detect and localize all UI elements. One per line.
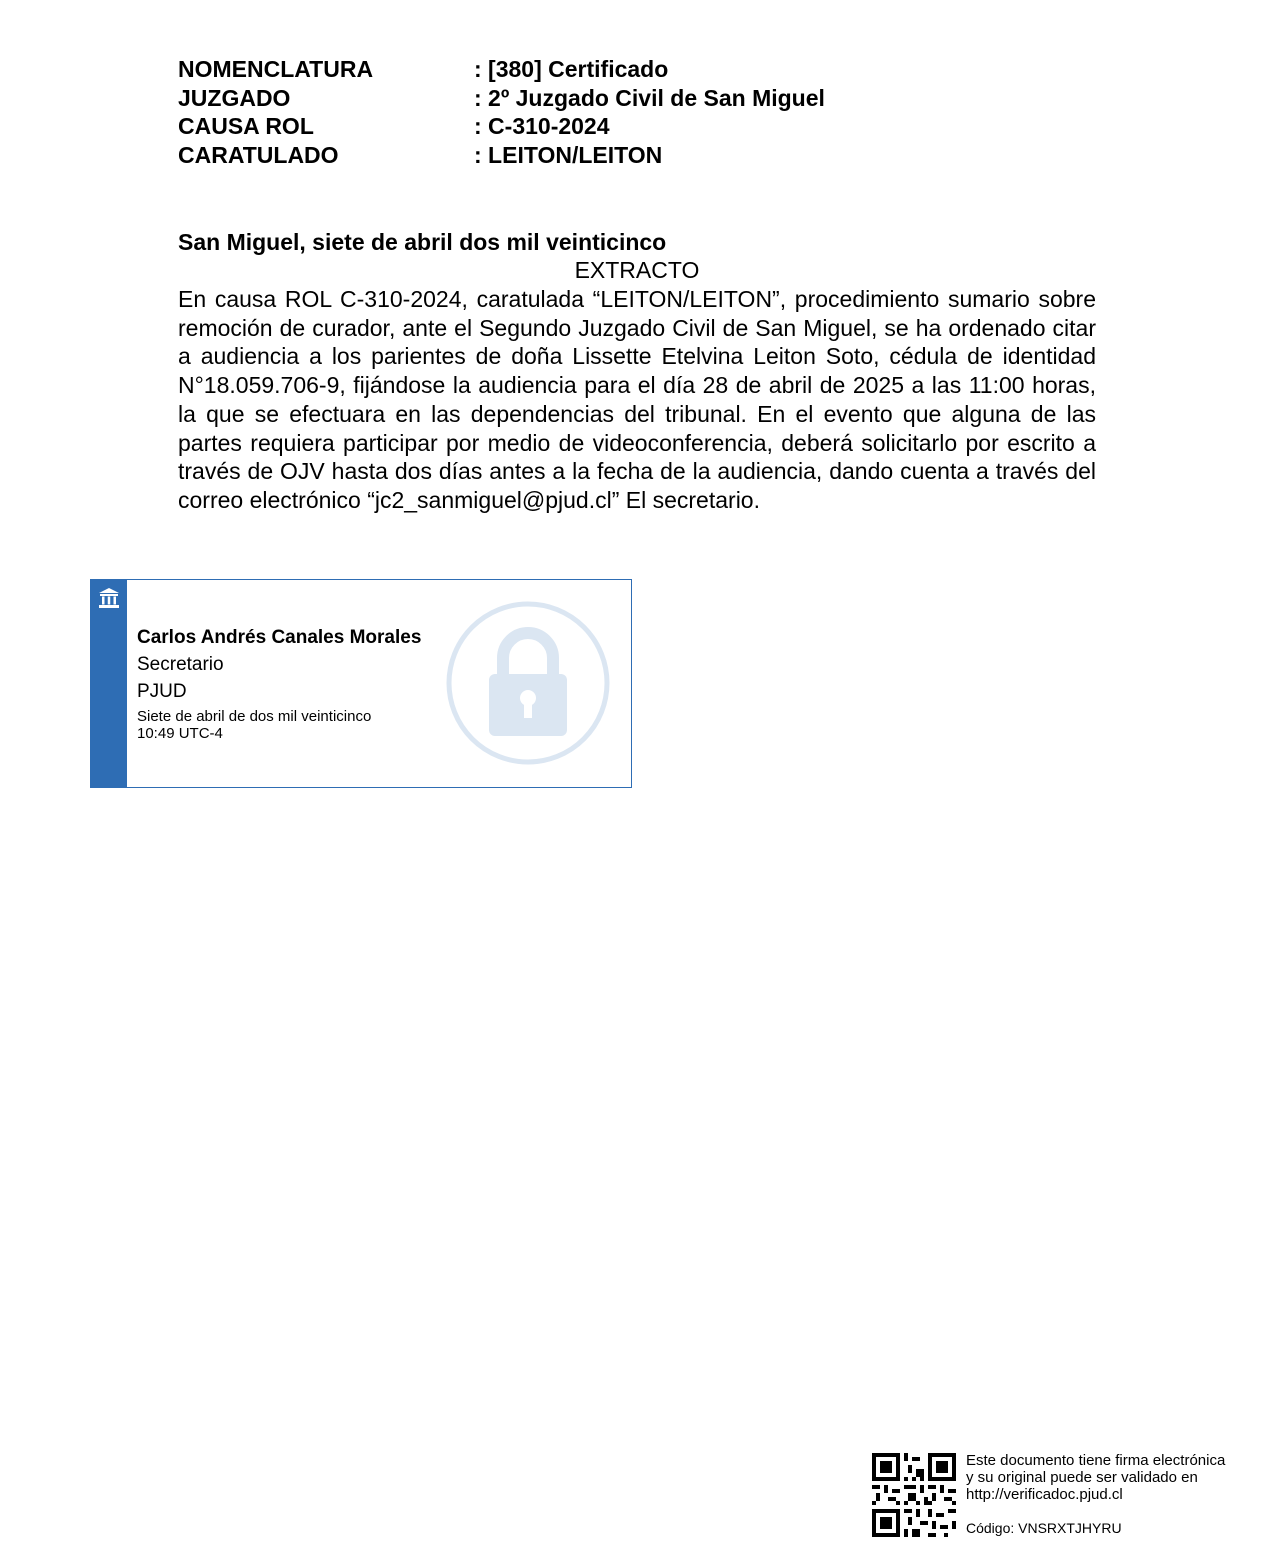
qr-code-icon[interactable]: [872, 1453, 956, 1537]
header-value: : [380] Certificado: [474, 56, 669, 82]
header-label: NOMENCLATURA: [178, 56, 374, 82]
header-row-causa-rol: [178, 112, 825, 141]
verification-line: Este documento tiene firma electrónica: [966, 1452, 1226, 1469]
extract-body: En causa ROL C-310-2024, caratulada “LEITON/LEITON”, procedimiento sumario sobre remoción de curador, ante el Segundo Juzgado Civil de San Miguel, se ha ordenado citar a audiencia a los parientes de doña Lissette Etelvina Leiton Soto, cédula de identidad N°18.059.706-9, fijándose la audiencia para el día 28 de abril de 2025 a las 11:00 horas, la que se efectuara en las dependencias del tribunal. En el evento que alguna de las partes requiera participar por medio de videoconferencia, deberá solicitarlo por escrito a través de OJV hasta dos días antes a la fecha de la audiencia, dando cuenta a través del correo electrónico “jc2_sanmiguel@pjud.cl” El secretario.: [178, 286, 1096, 513]
case-header: [178, 55, 825, 169]
header-label: CARATULADO: [178, 141, 339, 168]
verification-notice: [966, 1452, 1254, 1503]
signature-date: Siete de abril de dos mil veinticinco: [137, 708, 372, 725]
verification-code: Código: VNSRXTJHYRU: [966, 1520, 1122, 1536]
header-label: CAUSA ROL: [178, 113, 314, 140]
date-line: San Miguel, siete de abril dos mil veinticinco: [178, 229, 667, 255]
signature-accent-bar: [91, 580, 127, 787]
verification-url[interactable]: http://verificadoc.pjud.cl: [966, 1486, 1123, 1503]
header-row-caratulado: [178, 141, 825, 170]
signer-name: Carlos Andrés Canales Morales: [137, 627, 422, 648]
extract-title: EXTRACTO: [574, 257, 700, 283]
courthouse-icon: [97, 586, 121, 610]
verification-line: y su original puede ser validado en: [966, 1469, 1198, 1486]
header-row-nomenclatura: [178, 55, 825, 84]
header-value: : LEITON/LEITON: [474, 141, 663, 168]
header-value: : C-310-2024: [474, 113, 610, 140]
signature-time: 10:49 UTC-4: [137, 725, 223, 742]
lock-icon: [445, 600, 611, 766]
header-value: : 2º Juzgado Civil de San Miguel: [474, 84, 825, 111]
header-row-juzgado: [178, 84, 825, 113]
electronic-signature-box: [90, 579, 632, 788]
header-label: JUZGADO: [178, 84, 291, 111]
signer-org: PJUD: [137, 681, 187, 702]
signer-role: Secretario: [137, 654, 224, 675]
